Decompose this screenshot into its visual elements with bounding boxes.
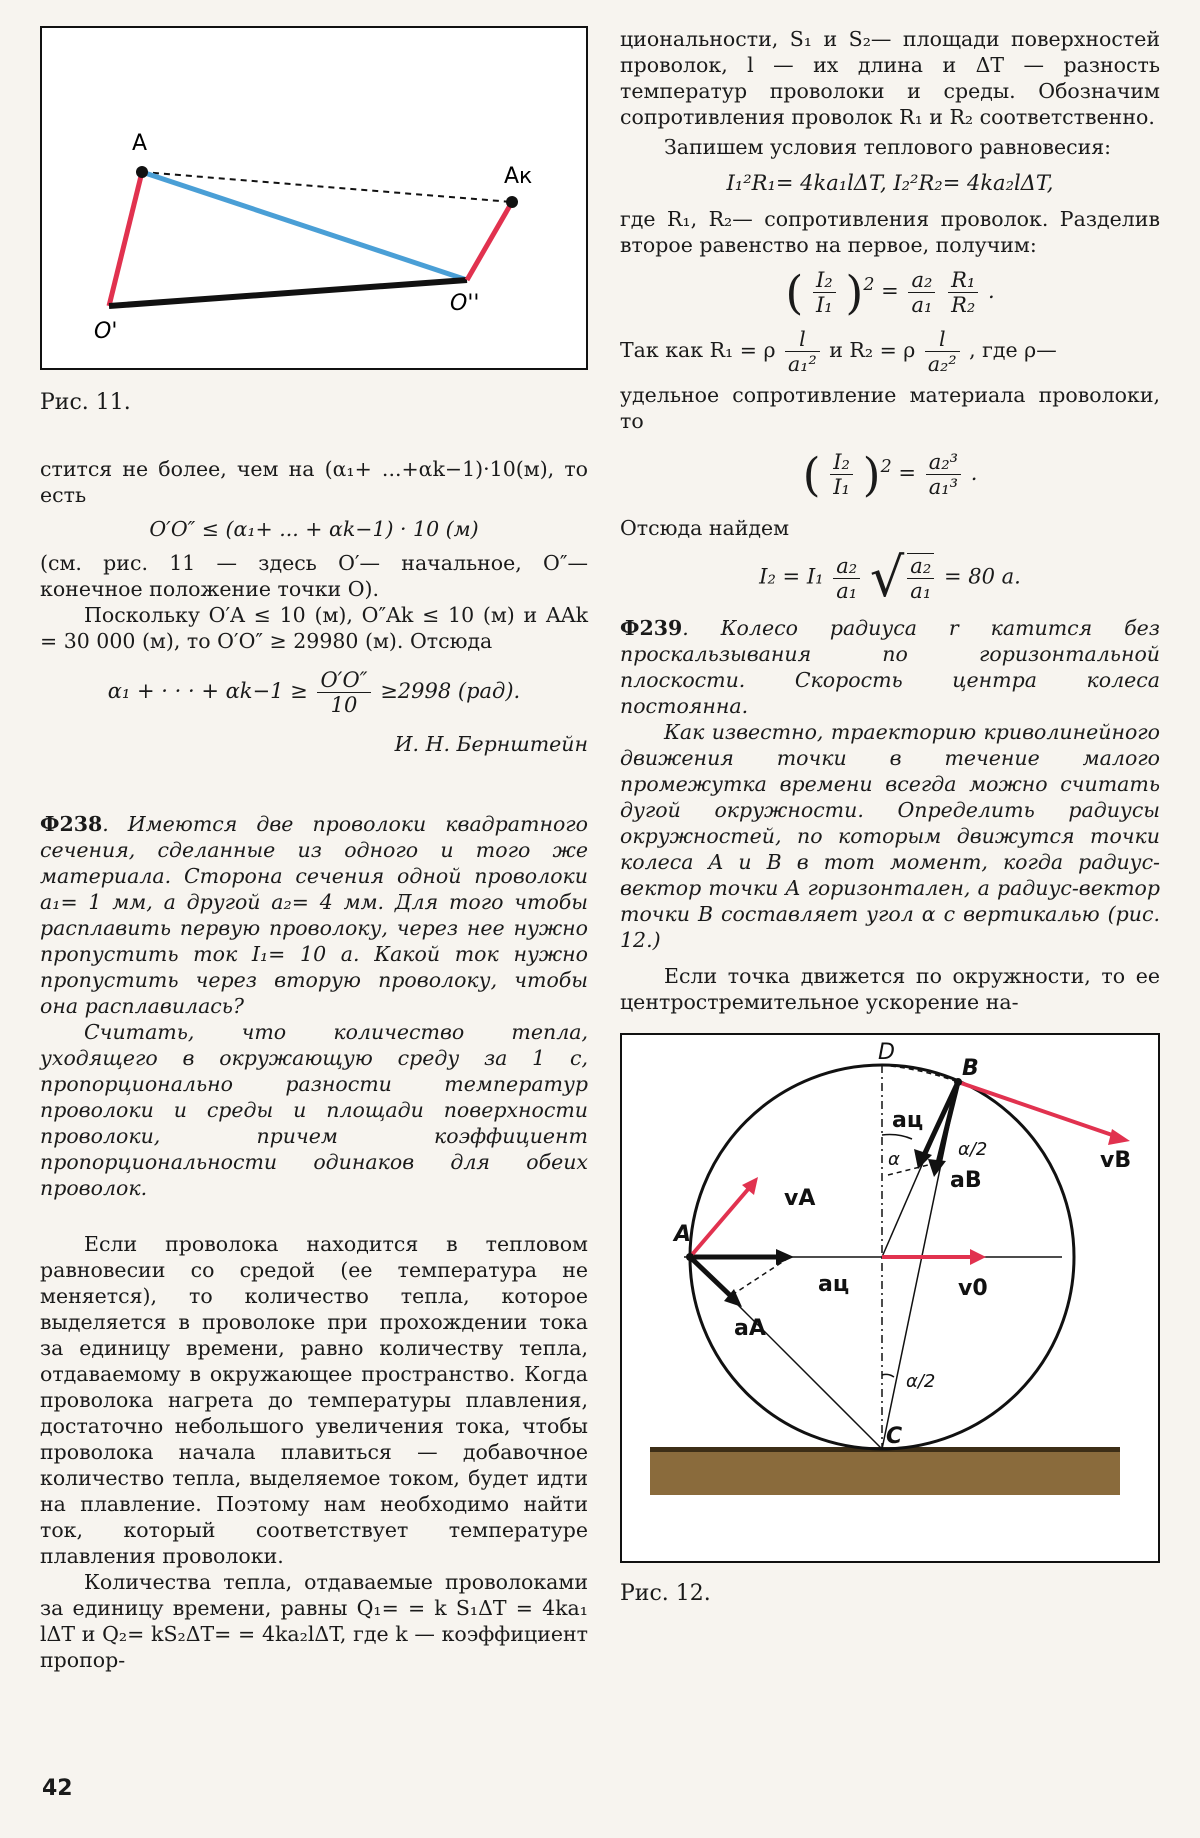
paragraph: Поскольку O′A ≤ 10 (м), O″Ak ≤ 10 (м) и AAk = 30 000 (м), то O′O″ ≥ 29980 (м). Отсюда: [40, 603, 588, 653]
arrowhead: [970, 1249, 986, 1265]
paragraph: Количества тепла, отдаваемые проволоками за единицу времени, равны Q₁= = k S₁ΔT = 4ka₁ lΔT и Q₂= kS₂ΔT= = 4ka₂lΔT, где k — коэффициент пропор-: [40, 1570, 588, 1672]
arrowhead: [928, 1159, 946, 1177]
label-b: B: [962, 1056, 979, 1081]
label-d: D: [878, 1040, 895, 1065]
problem-number: Ф239: [620, 616, 683, 640]
point-a: [686, 1253, 694, 1261]
label-c: C: [886, 1424, 903, 1449]
problem-f238-note: Считать, что количество тепла, уходящего в окружающую среду за 1 с, пропорционально разности температур проволоки и среды и площади поверхности проволоки, причем коэффициент пропорциональности одинаков для обеих проволок.: [40, 1020, 588, 1200]
label-half-bottom: α/2: [906, 1371, 936, 1392]
fraction: $\frac{O'O''}{10}$: [317, 668, 370, 717]
figure-11-caption: Рис. 11.: [40, 390, 131, 415]
blue-segment: [142, 172, 467, 280]
vector-vb: [958, 1082, 1118, 1137]
label-o1: O': [94, 319, 118, 344]
problem-f238: Ф238. Имеются две проволоки квадратного сечения, сделанные из одного и того же материала. Сторона сечения одной проволоки a₁= 1 мм, а другой a₂= 4 мм. Для того чтобы расплавить первую проволоку, через нее нужно пропустить ток I₁= 10 а. Какой ток нужно пропустить через вторую проволоку, чтобы она расплавилась?: [40, 812, 588, 1018]
label-ab: aB: [950, 1168, 982, 1193]
equation-angle-sum: α₁ + · · · + αk−1 ≥ $\frac{O'O''}{10}$ ≥2998 (рад).: [107, 668, 521, 717]
problem-f239-task: Как известно, траекторию криволинейного движения точки в течение малого промежутка времени всегда можно считать дугой окружности. Определить радиусы окружностей, по которым движутся точки колеса A и B в тот момент, когда радиус-вектор точки A горизонтален, а радиус-вектор точки B составляет угол α с вертикалью (рис. 12.): [620, 720, 1160, 952]
label-va: vA: [784, 1186, 816, 1211]
label-half-top: α/2: [958, 1139, 988, 1160]
paragraph: стится не более, чем на (α₁+ ...+αk−1)·10(м), то есть: [40, 457, 588, 507]
label-a: A: [674, 1222, 692, 1247]
label-v0: v0: [958, 1276, 988, 1301]
angle-arc-alpha: [882, 1135, 912, 1140]
equation-result: I₂ = I₁ $\frac{\text{a₂}}{\text{a₁}}$ √ $\frac{\text{a₂}}{\text{a₁}}$ = 80 a.: [759, 546, 1021, 609]
figure-12: [620, 1033, 1160, 1563]
vector-aa: [690, 1257, 734, 1299]
point-ak: [506, 196, 518, 208]
paragraph: Запишем условия теплового равновесия:: [664, 135, 1112, 159]
arrowhead: [1108, 1129, 1130, 1145]
figure-12-caption: Рис. 12.: [620, 1581, 711, 1606]
paragraph: Если проволока находится в тепловом равновесии со средой (ее температура не меняется), то количество тепла, которое выделяется в проволоке при прохождении тока за единицу времени, равно количеству тепла, отдаваемому в окружающее пространство. Когда проволока нагрета до температуры плавления, достаточно небольшого увеличения тока, чтобы проволока начала плавиться — добавочное количество тепла, выделяемое током, будет идти на плавление. Поэтому нам необходимо найти ток, который соответствует температуре плавления проволоки.: [40, 1232, 588, 1568]
label-ac-b: aц: [892, 1108, 924, 1133]
figure-11-drawing: [42, 28, 586, 368]
label-aa: aA: [734, 1316, 766, 1341]
label-ac-a: aц: [818, 1272, 850, 1297]
figure-11: [40, 26, 588, 370]
left-column: [40, 26, 588, 1673]
label-o2: O'': [450, 291, 480, 316]
problem-number: Ф238: [40, 812, 103, 836]
angle-arc-half: [882, 1374, 894, 1377]
point-b: [954, 1078, 962, 1086]
paragraph: Отсюда найдем: [620, 516, 790, 540]
right-column: [620, 26, 1160, 1607]
figure-12-drawing: [622, 1035, 1158, 1561]
equation-ratio: ( $\frac{\text{I₂}}{\text{I₁}}$ )$^2$ = $\frac{\text{a₂}}{\text{a₁}}$ $\frac{\text{R₁}}{\text{R₂}}$ .: [785, 265, 995, 320]
red-segment-oak: [467, 202, 512, 280]
equation-balance: I₁²R₁= 4ka₁lΔT, I₂²R₂= 4ka₂lΔT,: [726, 171, 1054, 195]
paragraph: удельное сопротивление материала проволоки, то: [620, 383, 1160, 433]
dashed-line-a-ak: [142, 172, 512, 202]
red-segment-oa: [109, 172, 142, 306]
label-ak: Aк: [504, 164, 533, 189]
label-a: A: [132, 131, 148, 156]
problem-f239: Ф239. Колесо радиуса r катится без проскальзывания по горизонтальной плоскости. Скорость центра колеса постоянна.: [620, 616, 1160, 718]
point-a: [136, 166, 148, 178]
label-vb: vB: [1100, 1148, 1132, 1173]
resistance-line: Так как R₁ = ρ $\frac{l}{\text{a₁²}}$ и R₂ = ρ $\frac{l}{\text{a₂²}}$ , где ρ—: [620, 327, 1057, 376]
equation-cubes: ( $\frac{\text{I₂}}{\text{I₁}}$ )$^2$ = $\frac{\text{a₂³}}{\text{a₁³}}$ .: [802, 447, 978, 502]
signature: И. Н. Бернштейн: [394, 732, 588, 756]
paragraph: циональности, S₁ и S₂— площади поверхностей проволок, l — их длина и ΔT — разность температур проволоки и среды. Обозначим сопротивления проволок R₁ и R₂ соответственно.: [620, 27, 1160, 129]
label-alpha: α: [888, 1149, 900, 1170]
dashed-helper: [732, 1257, 790, 1295]
arrowhead: [776, 1249, 794, 1265]
black-segment-oo: [109, 280, 467, 306]
paragraph: Если точка движется по окружности, то ее центростремительное ускорение на-: [620, 964, 1160, 1014]
page-number: 42: [42, 1776, 73, 1801]
paragraph: (см. рис. 11 — здесь O′— начальное, O″— конечное положение точки O).: [40, 551, 588, 601]
paragraph: где R₁, R₂— сопротивления проволок. Разделив второе равенство на первое, получим:: [620, 207, 1160, 257]
ground: [650, 1447, 1120, 1495]
equation: O′O″ ≤ (α₁+ ... + αk−1) · 10 (м): [149, 517, 479, 541]
